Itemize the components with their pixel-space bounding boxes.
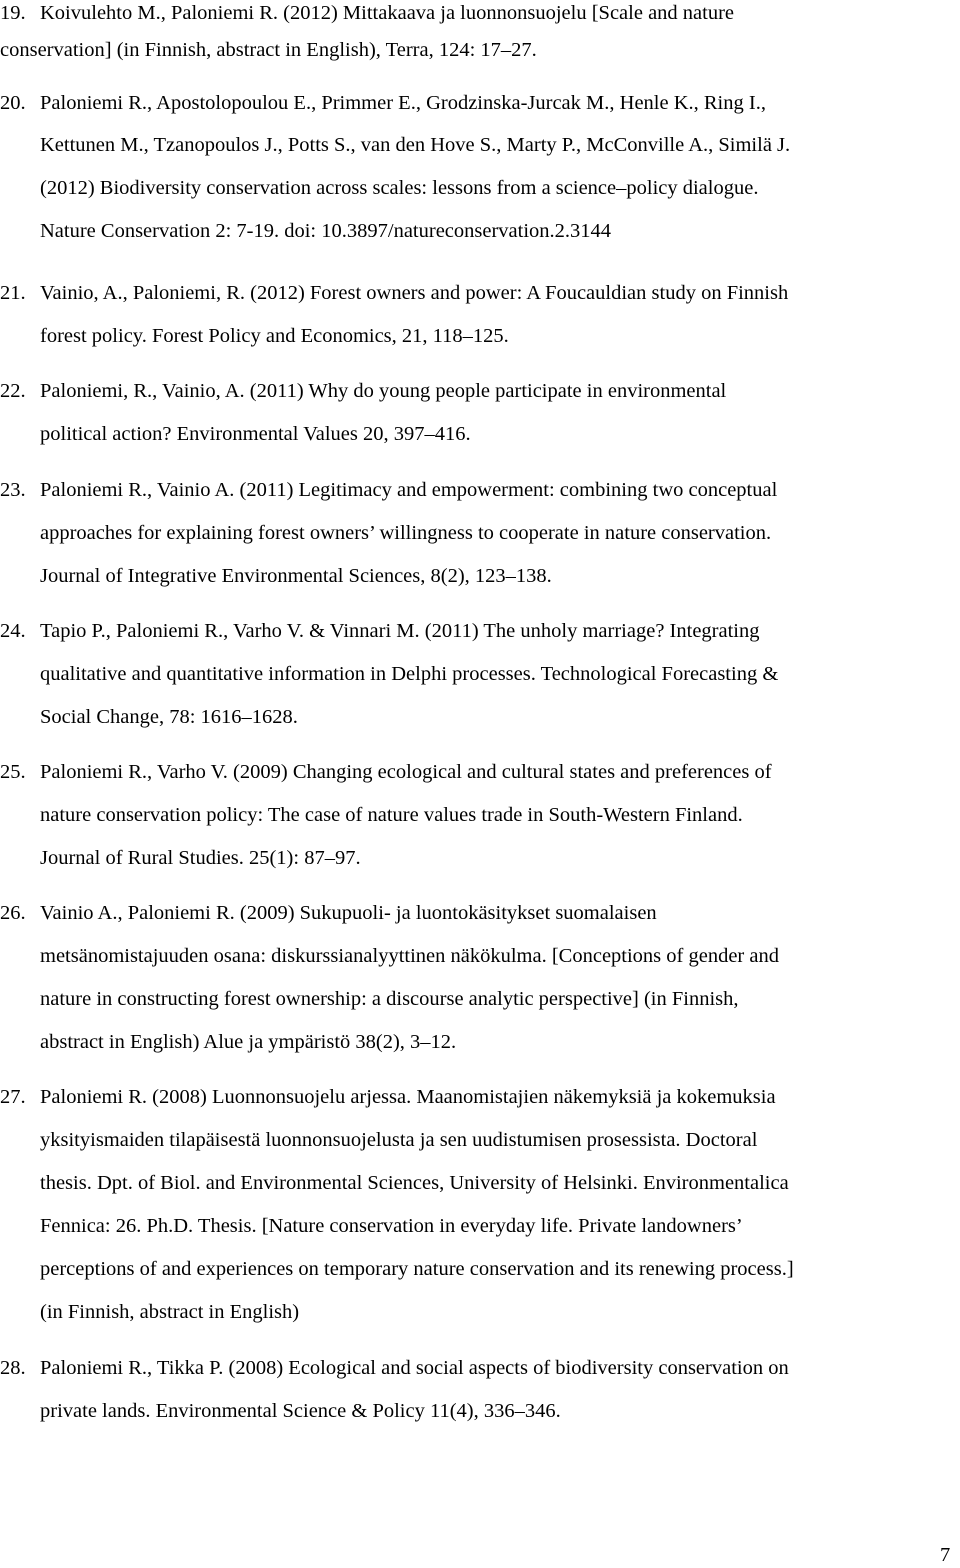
reference-line: Journal of Integrative Environmental Sciences, 8(2), 123–138.: [40, 565, 552, 587]
reference-line: Vainio, A., Paloniemi, R. (2012) Forest owners and power: A Foucauldian study on Finnish: [40, 282, 789, 304]
reference-line: (2012) Biodiversity conservation across scales: lessons from a science–policy dialogue.: [40, 177, 759, 199]
reference-line: Vainio A., Paloniemi R. (2009) Sukupuoli- ja luontokäsitykset suomalaisen: [40, 902, 657, 924]
reference-number: 19.: [0, 2, 26, 24]
reference-line: abstract in English) Alue ja ympäristö 38(2), 3–12.: [40, 1031, 457, 1053]
reference-line: (in Finnish, abstract in English): [40, 1301, 300, 1323]
reference-line: perceptions of and experiences on temporary nature conservation and its renewing process.]: [40, 1258, 794, 1280]
reference-line: Social Change, 78: 1616–1628.: [40, 706, 298, 728]
reference-line: Kettunen M., Tzanopoulos J., Potts S., van den Hove S., Marty P., McConville A., Similä J.: [40, 134, 791, 156]
reference-line: nature in constructing forest ownership: a discourse analytic perspective] (in Finnish,: [40, 988, 739, 1010]
reference-number: 22.: [0, 380, 26, 402]
reference-line: Nature Conservation 2: 7-19. doi: 10.3897/natureconservation.2.3144: [40, 220, 612, 242]
reference-line: nature conservation policy: The case of nature values trade in South-Western Finland.: [40, 804, 743, 826]
reference-line: Paloniemi, R., Vainio, A. (2011) Why do young people participate in environmental: [40, 380, 727, 402]
reference-line: private lands. Environmental Science & Policy 11(4), 336–346.: [40, 1400, 561, 1422]
reference-line: Koivulehto M., Paloniemi R. (2012) Mittakaava ja luonnonsuojelu [Scale and nature: [40, 2, 735, 24]
reference-line: Tapio P., Paloniemi R., Varho V. & Vinnari M. (2011) The unholy marriage? Integrating: [40, 620, 760, 642]
reference-line: Journal of Rural Studies. 25(1): 87–97.: [40, 847, 361, 869]
reference-line: Paloniemi R., Tikka P. (2008) Ecological and social aspects of biodiversity conservation on: [40, 1357, 789, 1379]
reference-number: 26.: [0, 902, 26, 924]
reference-line: conservation] (in Finnish, abstract in English), Terra, 124: 17–27.: [0, 39, 537, 61]
reference-line: Paloniemi R., Vainio A. (2011) Legitimacy and empowerment: combining two conceptual: [40, 479, 778, 501]
reference-line: Paloniemi R. (2008) Luonnonsuojelu arjessa. Maanomistajien näkemyksiä ja kokemuksia: [40, 1086, 776, 1108]
reference-line: qualitative and quantitative information in Delphi processes. Technological Forecasting &: [40, 663, 779, 685]
reference-line: approaches for explaining forest owners’ willingness to cooperate in nature conservation.: [40, 522, 772, 544]
reference-line: forest policy. Forest Policy and Economics, 21, 118–125.: [40, 325, 509, 347]
reference-number: 20.: [0, 92, 26, 114]
reference-line: yksityismaiden tilapäisestä luonnonsuojelusta ja sen uudistumisen prosessista. Doctoral: [40, 1129, 758, 1151]
reference-line: Paloniemi R., Apostolopoulou E., Primmer E., Grodzinska-Jurcak M., Henle K., Ring I.,: [40, 92, 766, 114]
reference-line: Paloniemi R., Varho V. (2009) Changing ecological and cultural states and preferences of: [40, 761, 772, 783]
reference-number: 25.: [0, 761, 26, 783]
reference-line: metsänomistajuuden osana: diskurssianalyyttinen näkökulma. [Conceptions of gender and: [40, 945, 779, 967]
reference-number: 24.: [0, 620, 26, 642]
reference-number: 21.: [0, 282, 26, 304]
reference-line: political action? Environmental Values 20, 397–416.: [40, 423, 471, 445]
page-number: 7: [940, 1544, 951, 1566]
reference-number: 27.: [0, 1086, 26, 1108]
reference-line: Fennica: 26. Ph.D. Thesis. [Nature conservation in everyday life. Private landowners’: [40, 1215, 743, 1237]
reference-line: thesis. Dpt. of Biol. and Environmental Sciences, University of Helsinki. Environmentalica: [40, 1172, 789, 1194]
reference-number: 23.: [0, 479, 26, 501]
reference-number: 28.: [0, 1357, 26, 1379]
